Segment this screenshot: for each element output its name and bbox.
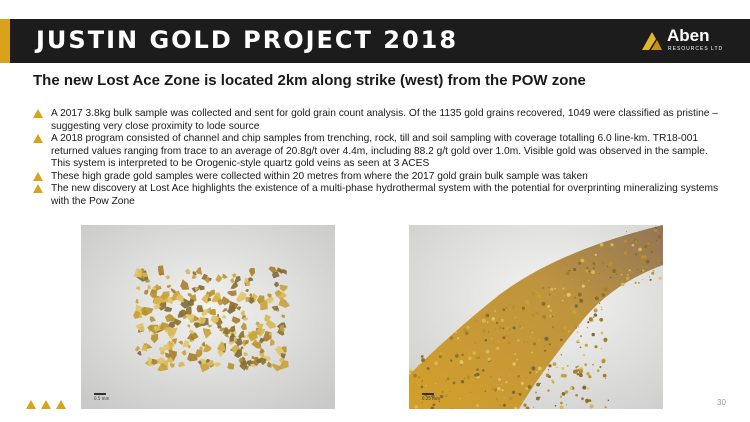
scale-label: 0.5 mm	[94, 396, 110, 401]
bullet-item	[33, 133, 723, 171]
slide-title: JUSTIN GOLD PROJECT 2018	[36, 26, 459, 54]
scale-bar	[422, 393, 440, 401]
gold-grains-photo-left	[81, 225, 335, 409]
scale-label: 0.25 mm	[422, 396, 440, 401]
slide-subtitle: The new Lost Ace Zone is located 2km along strike (west) from the POW zone	[33, 72, 586, 89]
scale-bar	[94, 393, 109, 401]
triangle-icon	[56, 400, 66, 409]
triangle-bullet-icon	[33, 184, 43, 193]
bullet-item	[33, 183, 723, 208]
triangle-bullet-icon	[33, 109, 43, 118]
bullet-text: These high grade gold samples were collected within 20 metres from where the 2017 gold grain bulk sample was taken	[51, 170, 588, 182]
footer-triangles	[26, 396, 71, 414]
bullet-list	[33, 108, 723, 208]
aben-logo	[640, 25, 740, 57]
gold-grains-photo-right	[409, 225, 663, 409]
logo-subtitle: RESOURCES LTD	[668, 46, 724, 52]
triangle-icon	[41, 400, 51, 409]
bullet-text: The new discovery at Lost Ace highlights the existence of a multi-phase hydrothermal system with the potential for overprinting mineralizing systems with the Pow Zone	[51, 183, 719, 207]
triangle-bullet-icon	[33, 172, 43, 181]
title-accent	[0, 19, 10, 63]
bullet-item	[33, 108, 723, 133]
aben-logo-icon	[640, 28, 664, 52]
logo-name: Aben	[667, 26, 710, 45]
title-bar	[0, 19, 750, 63]
triangle-icon	[26, 400, 36, 409]
bullet-text: A 2017 3.8kg bulk sample was collected and sent for gold grain count analysis. Of the 1135 gold grains recovered, 1049 were classified as pristine – suggesting very close proximity to lode source	[51, 108, 718, 132]
bullet-item	[33, 171, 723, 184]
bullet-text: A 2018 program consisted of channel and chip samples from trenching, rock, till and soil sampling with coverage totalling 6.0 line-km. TR18-001 returned values ranging from trace to an average of 20.8g/t over 4.4m, including 88.2 g/t gold over 1.0m. Visible gold was observed in the sample. This system is interpreted to be Orogenic-style quartz gold veins as seen at 3 ACES	[51, 133, 708, 169]
page-number: 30	[717, 398, 726, 407]
triangle-bullet-icon	[33, 134, 43, 143]
